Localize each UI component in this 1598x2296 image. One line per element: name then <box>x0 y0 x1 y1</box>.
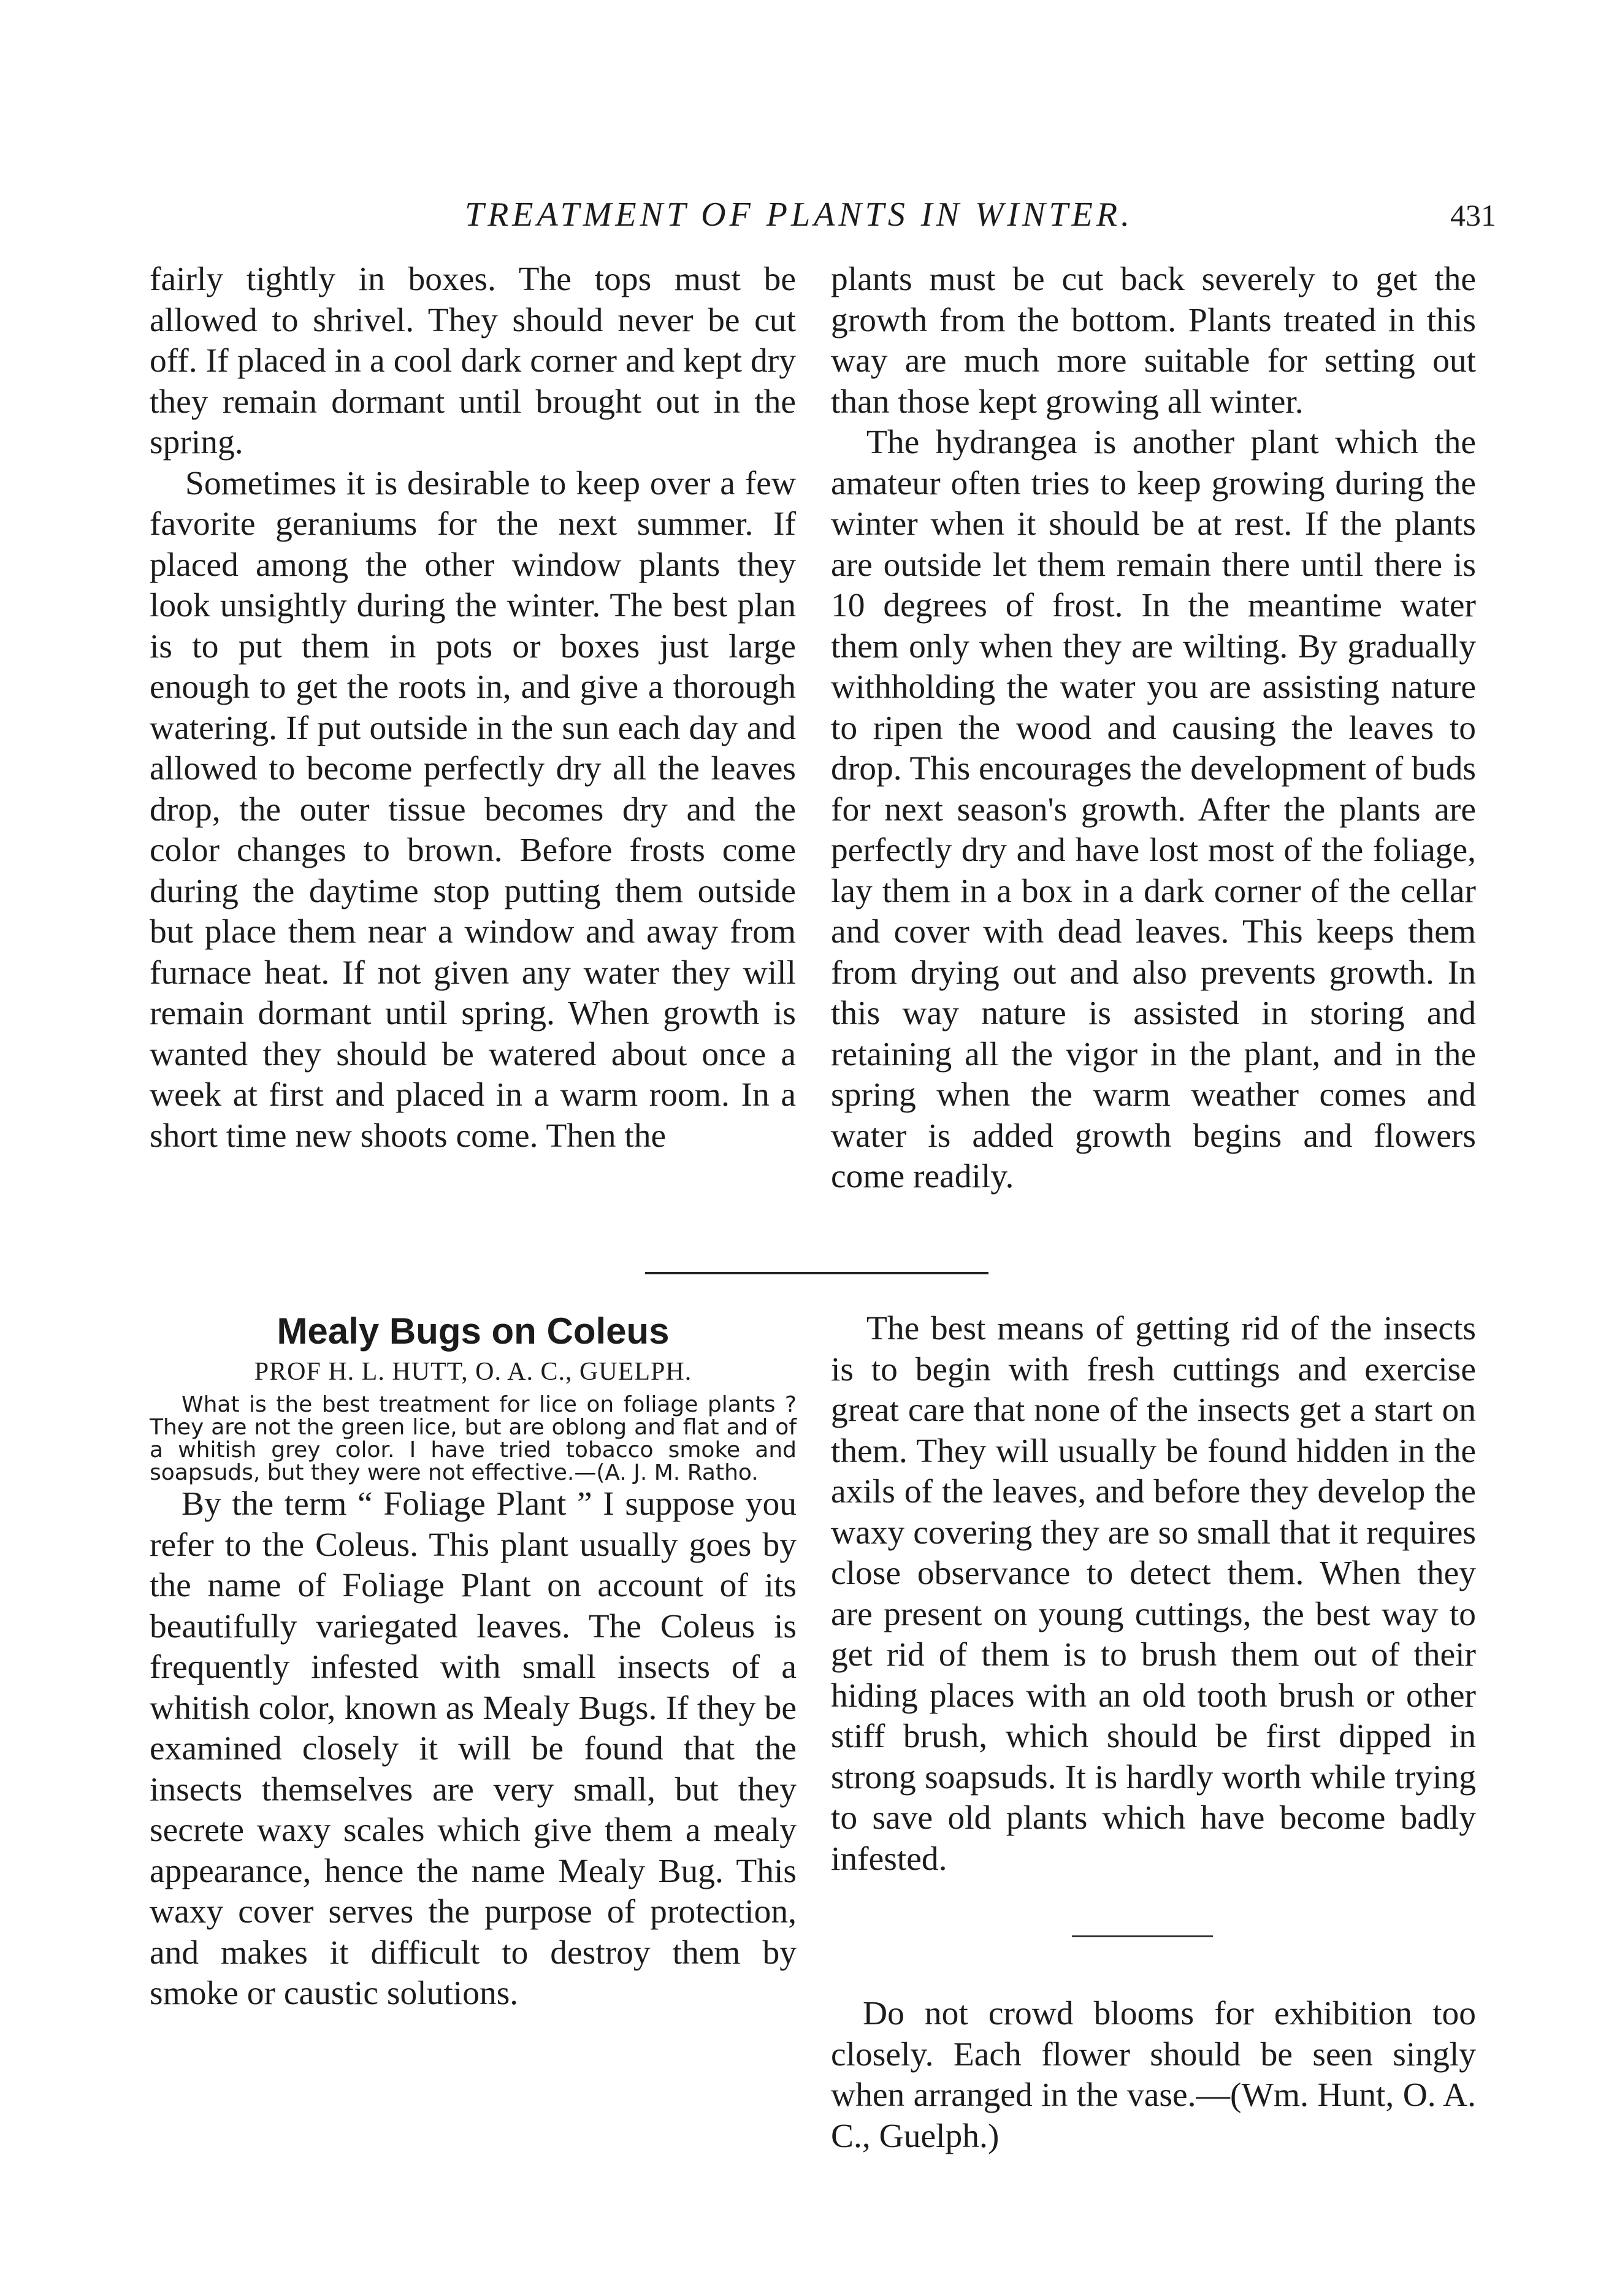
page-number: 431 <box>1450 198 1496 232</box>
answer-paragraph: By the term “ Foliage Plant ” I suppose you refer to the Coleus. This plant usually goes by the name of Foliage Plant on account of its beautifully variegated leaves. The Coleus is frequently infested with small insects of a whitish color, known as Mealy Bugs. If they be examined closely it will be found that the insects themselves are very small, but they secrete waxy scales which give them a mealy appearance, hence the name Mealy Bug. This waxy cover serves the purpose of protection, and makes it difficult to destroy them by smoke or caustic solutions. <box>150 1485 797 2012</box>
reader-question: What is the best treatment for lice on foliage plants ? They are not the green lice, but are oblong and flat and of a whitish grey color. I have tried tobacco smoke and soapsuds, but they were not effective.—(A. J. M. Ratho. <box>150 1392 797 1485</box>
running-title: TREATMENT OF PLANTS IN WINTER. <box>464 196 1134 234</box>
article-title: Mealy Bugs on Coleus <box>277 1311 670 1352</box>
article-right-column <box>831 1309 1476 2157</box>
note-divider <box>1072 1935 1213 1937</box>
article-byline: PROF H. L. HUTT, O. A. C., GUELPH. <box>254 1358 692 1386</box>
top-right-column <box>831 259 1476 1198</box>
paragraph: fairly tightly in boxes. The tops must be allowed to shrivel. They should never be cut off. If placed in a cool dark corner and kept dry they remain dormant until brought out in the spring. <box>150 261 796 461</box>
top-left-column <box>150 259 796 1157</box>
exhibition-note: Do not crowd blooms for exhibition too closely. Each flower should be seen singly when arranged in the vase.—(Wm. Hunt, O. A. C., Guelph.) <box>831 1995 1476 2155</box>
section-divider <box>645 1272 988 1274</box>
paragraph: Sometimes it is desirable to keep over a few favorite geraniums for the next summer. If placed among the other window plants they look unsightly during the winter. The best plan is to put them in pots or boxes just large enough to get the roots in, and give a thorough watering. If put outside in the sun each day and allowed to become perfectly dry all the leaves drop, the outer tissue becomes dry and the color changes to brown. Before frosts come during the daytime stop putting them outside but place them near a window and away from furnace heat. If not given any water they will remain dormant until spring. When growth is wanted they should be watered about once a week at first and placed in a warm room. In a short time new shoots come. Then the <box>150 464 796 1155</box>
paragraph: plants must be cut back severely to get the growth from the bottom. Plants treated in this way are much more suitable for setting out than those kept growing all winter. <box>831 261 1476 421</box>
paragraph: The hydrangea is another plant which the amateur often tries to keep growing during the winter when it should be at rest. If the plants are outside let them remain there until there is 10 degrees of frost. In the meantime water them only when they are wilting. By gradually withholding the water you are assisting nature to ripen the wood and causing the leaves to drop. This encourages the development of buds for next season's growth. After the plants are perfectly dry and have lost most of the foliage, lay them in a box in a dark corner of the cellar and cover with dead leaves. This keeps them from drying out and also prevents growth. In this way nature is assisted in storing and retaining all the vigor in the plant, and in the spring when the warm weather comes and water is added growth begins and flowers come readily. <box>831 424 1476 1195</box>
article-left-column <box>150 1309 797 2015</box>
answer-paragraph: The best means of getting rid of the insects is to begin with fresh cuttings and exercise great care that none of the insects get a start on them. They will usually be found hidden in the axils of the leaves, and before they develop the waxy covering they are so small that it requires close observance to detect them. When they are present on young cuttings, the best way to get rid of them is to brush them out of their hiding places with an old tooth brush or other stiff brush, which should be first dipped in strong soapsuds. It is hardly worth while trying to save old plants which have become badly infested. <box>831 1310 1476 1878</box>
